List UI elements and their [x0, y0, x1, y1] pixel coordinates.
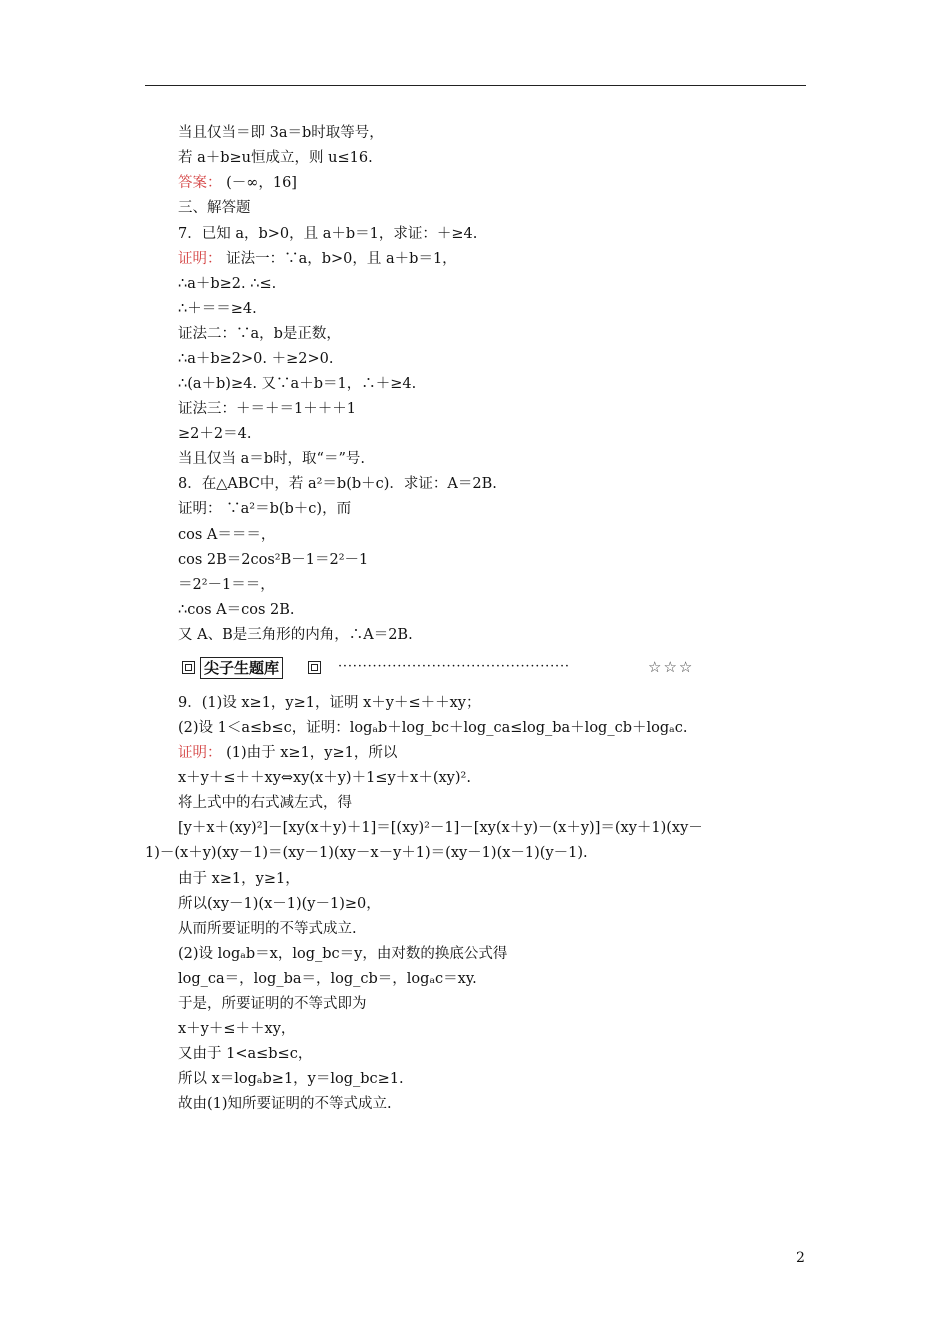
text-line	[178, 945, 818, 963]
problem-statement	[178, 694, 818, 712]
line-text: 当且仅当 a＝b时，取“＝”号.	[178, 451, 365, 467]
line-text: x＋y＋≤＋＋xy，	[178, 1021, 296, 1037]
dotted-leader: ···············································	[338, 659, 570, 674]
text-line	[178, 300, 818, 318]
text-line	[178, 995, 818, 1013]
text-line	[178, 325, 818, 343]
line-text: log_ca＝，log_ba＝，log_cb＝，logₐc＝xy.	[178, 971, 477, 987]
line-text: (－∞，16]	[221, 175, 297, 191]
line-text: 证法二：∵a，b是正数，	[178, 326, 341, 342]
square-icon	[308, 661, 321, 674]
line-text: cos A＝＝＝，	[178, 527, 276, 543]
line-text: ∴(a＋b)≥4. 又∵a＋b＝1，∴＋≥4.	[178, 376, 417, 392]
text-line	[178, 526, 818, 544]
text-line	[178, 970, 818, 988]
proof-label: 证明：	[178, 745, 222, 761]
text-line	[178, 551, 818, 569]
line-text: 所以(xy－1)(x－1)(y－1)≥0，	[178, 896, 381, 912]
text-line	[178, 450, 818, 468]
line-text: 当且仅当＝即 3a＝b时取等号，	[178, 125, 384, 141]
text-line	[178, 124, 818, 142]
section-title: 尖子生题库	[200, 657, 283, 679]
text-line	[145, 844, 785, 862]
text-line	[178, 601, 818, 619]
line-text: 所以 x＝logₐb≥1，y＝log_bc≥1.	[178, 1071, 404, 1087]
text-line	[178, 576, 818, 594]
proof-label: 证明：	[178, 251, 222, 267]
line-text: 8．在△ABC中，若 a²＝b(b＋c)．求证：A＝2B.	[178, 476, 497, 492]
line-text: x＋y＋≤＋＋xy⇔xy(x＋y)＋1≤y＋x＋(xy)².	[178, 770, 471, 786]
text-line	[178, 174, 818, 192]
line-text: 证法三：＋＝＋＝1＋＋＋1	[178, 401, 356, 417]
text-line	[178, 920, 818, 938]
problem-statement	[178, 719, 818, 737]
line-text: 若 a＋b≥u恒成立，则 u≤16.	[178, 150, 373, 166]
line-text: 故由(1)知所要证明的不等式成立.	[178, 1096, 392, 1112]
line-text: 7．已知 a，b>0，且 a＋b＝1，求证：＋≥4.	[178, 226, 478, 242]
line-text: [y＋x＋(xy)²]－[xy(x＋y)＋1]＝[(xy)²－1]－[xy(x＋y)－(x＋y)]＝(xy＋1)(xy－	[178, 820, 703, 836]
line-text: ≥2＋2＝4.	[178, 426, 252, 442]
line-text: cos 2B＝2cos²B－1＝2²－1	[178, 552, 369, 568]
text-line	[178, 1020, 818, 1038]
text-line	[178, 375, 818, 393]
text-line	[178, 794, 818, 812]
text-line	[178, 819, 818, 837]
page-number: 2	[796, 1250, 805, 1266]
text-line	[178, 275, 818, 293]
text-line	[178, 769, 818, 787]
text-line	[178, 350, 818, 368]
line-text: 又 A、B是三角形的内角，∴A＝2B.	[178, 627, 413, 643]
line-text: (1)由于 x≥1，y≥1，所以	[221, 745, 398, 761]
line-text: 将上式中的右式减左式，得	[178, 795, 352, 811]
line-text: ∴＋＝＝≥4.	[178, 301, 257, 317]
line-text: ∴a＋b≥2>0. ＋≥2>0.	[178, 351, 334, 367]
answer-label: 答案：	[178, 175, 222, 191]
text-line	[178, 149, 818, 167]
line-text: ∴a＋b≥2. ∴≤.	[178, 276, 277, 292]
line-text: (2)设 1＜a≤b≤c，证明：logₐb＋log_bc＋log_ca≤log_ba＋log_cb＋logₐc.	[178, 720, 688, 736]
line-text: ＝2²－1＝＝，	[178, 577, 275, 593]
line-text: 又由于 1<a≤b≤c，	[178, 1046, 313, 1062]
text-line	[178, 895, 818, 913]
text-line	[178, 425, 818, 443]
line-text: 从而所要证明的不等式成立.	[178, 921, 357, 937]
line-text: 于是，所要证明的不等式即为	[178, 996, 367, 1012]
line-text: ∴cos A＝cos 2B.	[178, 602, 295, 618]
header-rule	[145, 85, 806, 86]
text-line	[178, 744, 818, 762]
text-line	[178, 250, 818, 268]
line-text: 由于 x≥1，y≥1，	[178, 871, 300, 887]
text-line	[178, 626, 818, 644]
line-text: 1)－(x＋y)(xy－1)＝(xy－1)(xy－x－y＋1)＝(xy－1)(x－1)(y－1).	[145, 845, 588, 861]
line-text: 三、解答题	[178, 200, 251, 216]
problem-statement	[178, 475, 818, 493]
line-text: (2)设 logₐb＝x，log_bc＝y，由对数的换底公式得	[178, 946, 508, 962]
text-line	[178, 870, 818, 888]
text-line	[178, 1070, 818, 1088]
problem-statement	[178, 225, 818, 243]
text-line	[178, 500, 818, 518]
line-text: 证明： ∵a²＝b(b＋c)，而	[178, 501, 352, 517]
text-line	[178, 400, 818, 418]
text-line	[178, 1095, 818, 1113]
difficulty-stars: ☆☆☆	[648, 658, 695, 676]
line-text: 证法一：∵a，b>0，且 a＋b＝1，	[221, 251, 457, 267]
text-line	[178, 1045, 818, 1063]
section-heading	[178, 199, 818, 217]
line-text: 9．(1)设 x≥1，y≥1，证明 x＋y＋≤＋＋xy；	[178, 695, 481, 711]
square-icon	[182, 661, 195, 674]
section-header	[178, 657, 718, 681]
